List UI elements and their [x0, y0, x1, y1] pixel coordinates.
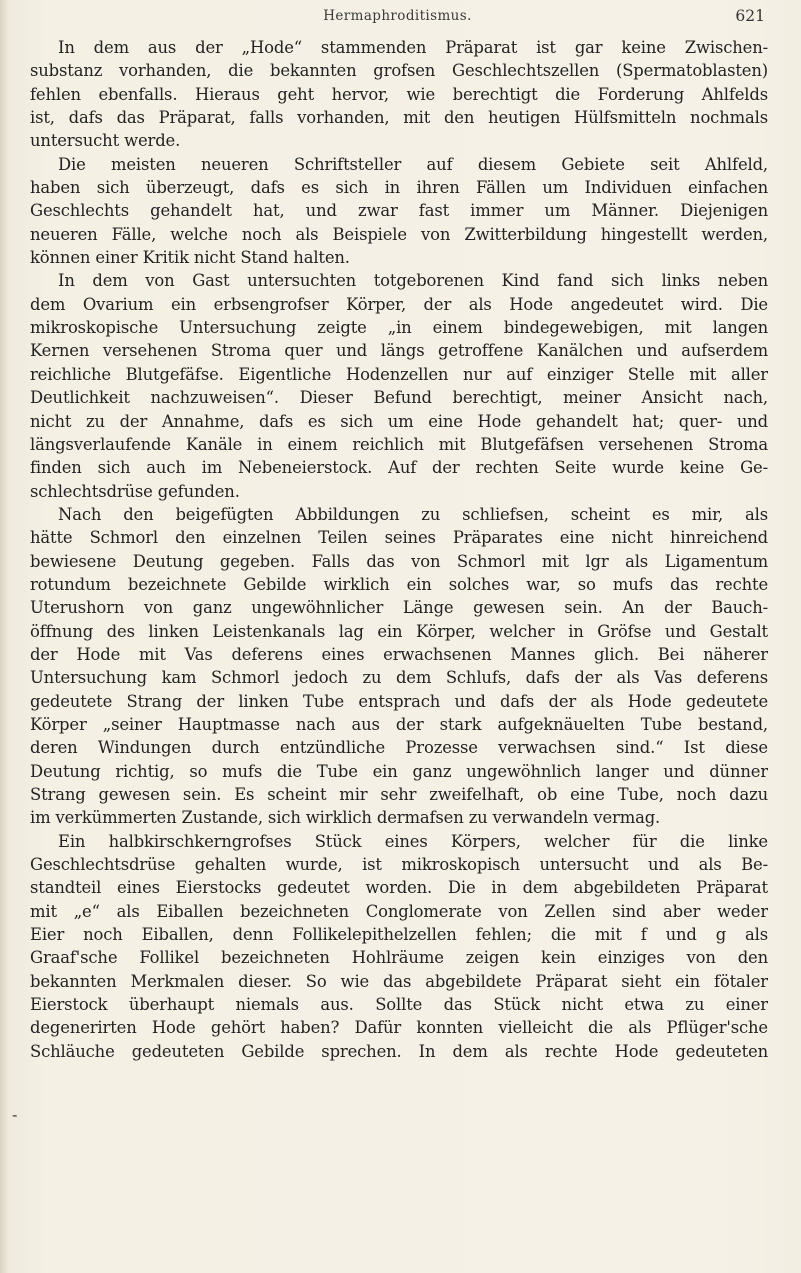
text-line: mikroskopische Untersuchung zeigte „in einem bindegewebigen, mit langen — [30, 318, 768, 338]
text-line: Die meisten neueren Schriftsteller auf diesem Gebiete seit Ahlfeld, — [58, 154, 768, 174]
margin-mark: - — [12, 1105, 18, 1124]
text-line: untersucht werde. — [30, 131, 181, 151]
text-line: dem Ovarium ein erbsengrofser Körper, der als Hode angedeutet wird. Die — [30, 294, 768, 314]
text-line: gedeutete Strang der linken Tube entsprach und dafs der als Hode gedeutete — [30, 691, 768, 711]
text-line: Kernen versehenen Stroma quer und längs getroffene Kanälchen und aufserdem — [30, 341, 768, 361]
text-line: der Hode mit Vas deferens eines erwachsenen Mannes glich. Bei näherer — [30, 644, 768, 664]
text-line: deren Windungen durch entzündliche Prozesse verwachsen sind.“ Ist diese — [30, 738, 768, 758]
page-header — [30, 0, 765, 34]
text-line: finden sich auch im Nebeneierstock. Auf der rechten Seite wurde keine Ge- — [30, 458, 768, 478]
text-line: schlechtsdrüse gefunden. — [30, 481, 240, 501]
text-line: Deutlichkeit nachzuweisen“. Dieser Befund berechtigt, meiner Ansicht nach, — [30, 388, 768, 408]
text-line: im verkümmerten Zustande, sich wirklich dermafsen zu verwandeln vermag. — [30, 808, 661, 828]
page-edge-shadow — [0, 0, 8, 1273]
text-line: neueren Fälle, welche noch als Beispiele von Zwitterbildung hingestellt werden, — [30, 224, 768, 244]
text-line: substanz vorhanden, die bekannten grofsen Geschlechtszellen (Spermatoblasten) — [30, 61, 768, 81]
text-line: Uterushorn von ganz ungewöhnlicher Länge gewesen sein. An der Bauch- — [30, 598, 768, 618]
text-line: Eierstock überhaupt niemals aus. Sollte das Stück nicht etwa zu einer — [30, 995, 768, 1015]
text-line: reichliche Blutgefäfse. Eigentliche Hodenzellen nur auf einziger Stelle mit aller — [30, 364, 768, 384]
text-line: In dem von Gast untersuchten totgeborenen Kind fand sich links neben — [58, 271, 768, 291]
text-line: öffnung des linken Leistenkanals lag ein Körper, welcher in Gröfse und Gestalt — [30, 621, 768, 641]
text-line: ist, dafs das Präparat, falls vorhanden, mit den heutigen Hülfsmitteln nochmals — [30, 108, 768, 128]
text-line: mit „e“ als Eiballen bezeichneten Conglomerate von Zellen sind aber weder — [30, 901, 768, 921]
text-line: degenerirten Hode gehört haben? Dafür konnten vielleicht die als Pflüger'sche — [30, 1018, 768, 1038]
text-line: Geschlechtsdrüse gehalten wurde, ist mikroskopisch untersucht und als Be- — [30, 855, 768, 875]
text-line: Schläuche gedeuteten Gebilde sprechen. In dem als rechte Hode gedeuteten — [30, 1041, 768, 1061]
text-line: Nach den beigefügten Abbildungen zu schliefsen, scheint es mir, als — [58, 504, 768, 524]
text-line: Ein halbkirschkerngrofses Stück eines Körpers, welcher für die linke — [58, 831, 768, 851]
page-number: 621 — [735, 7, 765, 25]
text-line: rotundum bezeichnete Gebilde wirklich ein solches war, so mufs das rechte — [30, 574, 768, 594]
text-line: haben sich überzeugt, dafs es sich in ihren Fällen um Individuen einfachen — [30, 178, 768, 198]
text-line: Untersuchung kam Schmorl jedoch zu dem Schlufs, dafs der als Vas deferens — [30, 668, 768, 688]
text-line: In dem aus der „Hode“ stammenden Präparat ist gar keine Zwischen- — [58, 38, 768, 57]
text-line: Geschlechts gehandelt hat, und zwar fast immer um Männer. Diejenigen — [30, 201, 768, 221]
text-line: nicht zu der Annahme, dafs es sich um eine Hode gehandelt hat; quer- und — [30, 411, 768, 431]
text-line: bekannten Merkmalen dieser. So wie das abgebildete Präparat sieht ein fötaler — [30, 971, 768, 991]
text-line: Strang gewesen sein. Es scheint mir sehr zweifelhaft, ob eine Tube, noch dazu — [30, 785, 768, 804]
text-line: können einer Kritik nicht Stand halten. — [30, 248, 350, 268]
text-line: längsverlaufende Kanäle in einem reichlich mit Blutgefäfsen versehenen Stroma — [30, 434, 768, 454]
text-line: fehlen ebenfalls. Hieraus geht hervor, wie berechtigt die Forderung Ahlfelds — [30, 84, 768, 104]
text-line: hätte Schmorl den einzelnen Teilen seines Präparates eine nicht hinreichend — [30, 528, 768, 548]
text-line: Deutung richtig, so mufs die Tube ein ganz ungewöhnlich langer und dünner — [30, 761, 768, 781]
text-line: Graaf'sche Follikel bezeichneten Hohlräume zeigen kein einziges von den — [30, 948, 768, 968]
text-line: Eier noch Eiballen, denn Follikelepithelzellen fehlen; die mit f und g als — [30, 925, 768, 945]
text-line: Körper „seiner Hauptmasse nach aus der stark aufgeknäuelten Tube bestand, — [30, 714, 768, 734]
running-title: Hermaphroditismus. — [323, 8, 472, 24]
text-line: standteil eines Eierstocks gedeutet worden. Die in dem abgebildeten Präparat — [30, 878, 768, 898]
text-line: bewiesene Deutung gegeben. Falls das von Schmorl mit lgr als Ligamentum — [30, 551, 768, 571]
body-text — [30, 36, 768, 1063]
